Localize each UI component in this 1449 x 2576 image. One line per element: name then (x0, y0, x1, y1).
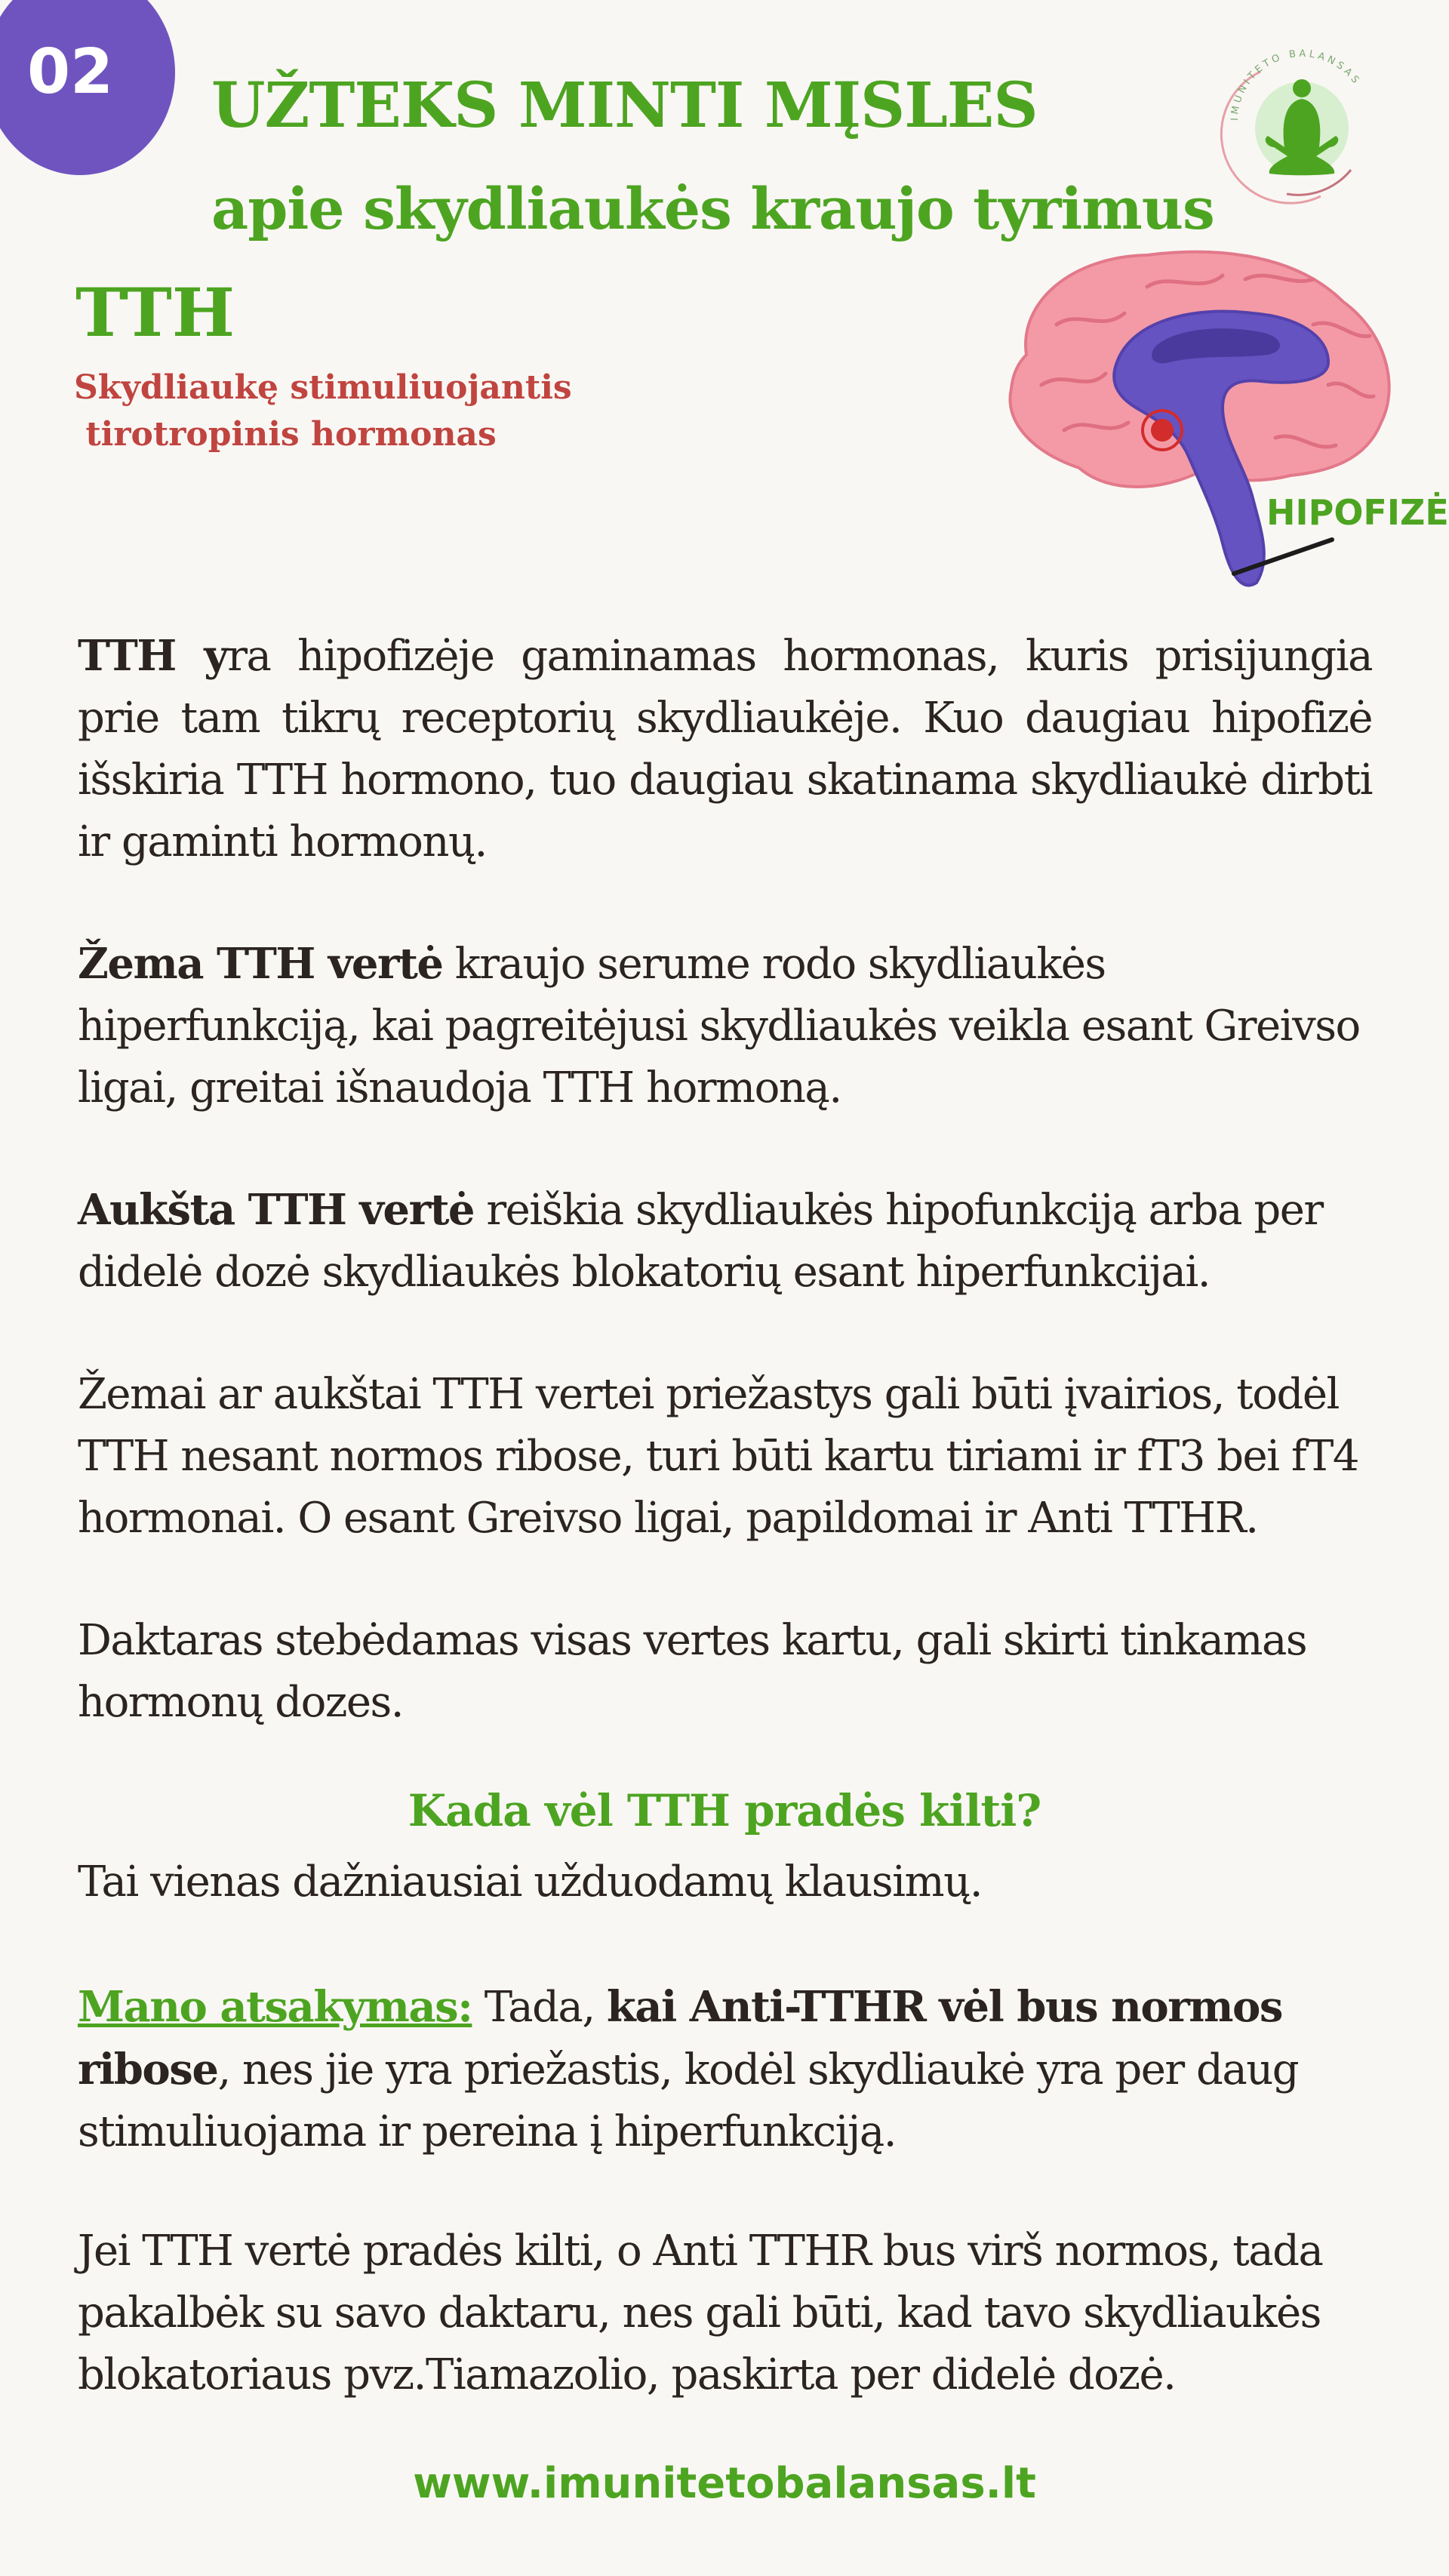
paragraph-bold-lead: Žema TTH vertė (78, 939, 443, 989)
section-title: TTH (75, 273, 235, 352)
section-subtitle: Skydliaukę stimuliuojantis tirotropinis hormonas (74, 368, 572, 454)
answer-bold: kai Anti-TTHR vėl bus normos ribose (78, 1982, 1282, 2094)
meditation-figure-icon (1215, 34, 1389, 208)
page-number: 02 (27, 36, 114, 108)
paragraph-text: ra hipofizėje gaminamas hormonas, kuris prisijungia prie tam tikrų receptorių skydliaukėje. Kuo daugiau hipofizė išskiria TTH hormono, tuo daugiau skatinama skydliaukė dirbti ir gaminti hormonų. (78, 632, 1372, 866)
website-link[interactable]: www.imunitetobalansas.lt (413, 2459, 1036, 2508)
headline-line-2: apie skydliaukės kraujo tyrimus (211, 175, 1214, 242)
faq-question: Kada vėl TTH pradės kilti? (408, 1785, 1041, 1836)
brain-icon (974, 242, 1441, 589)
paragraph-bold-lead: TTH y (78, 631, 228, 681)
paragraph-high-tth (78, 1179, 1372, 1303)
answer-label: Mano atsakymas: (78, 1982, 472, 2032)
paragraph-text: kraujo serume rodo skydliaukės hiperfunkciją, kai pagreitėjusi skydliaukės veikla esant Greivso ligai, greitai išnaudoja TTH hormoną. (78, 940, 1360, 1113)
paragraph-causes: Žemai ar aukštai TTH vertei priežastys gali būti įvairios, todėl TTH nesant normos ribose, turi būti kartu tiriami ir fT3 bei fT4 hormonai. O esant Greivso ligai, papildomai ir Anti TTHR. (78, 1370, 1359, 1543)
answer-post: , nes jie yra priežastis, kodėl skydliaukė yra per daug stimuliuojama ir pereina į hiperfunkciją. (78, 2045, 1299, 2156)
paragraph-doctor: Daktaras stebėdamas visas vertes kartu, gali skirti tinkamas hormonų dozes. (78, 1616, 1307, 1727)
paragraph-low-tth (78, 933, 1372, 1119)
answer-pre: Tada, (472, 1983, 607, 2032)
headline-line-1: UŽTEKS MINTI MĮSLES (211, 69, 1038, 142)
paragraph-text: reiškia skydliaukės hipofunkciją arba per didelė dozė skydliaukės blokatorių esant hiperfunkcijai. (78, 1186, 1323, 1297)
logo-ring-text: IMUNITETO BALANSAS (1229, 48, 1363, 122)
paragraph-tth-definition (78, 625, 1372, 873)
faq-intro: Tai vienas dažniausiai užduodamų klausimų. (78, 1857, 983, 1907)
hypophysis-label: HIPOFIZĖ (1266, 492, 1449, 533)
faq-answer (78, 1976, 1372, 2163)
paragraph-closing: Jei TTH vertė pradės kilti, o Anti TTHR bus virš normos, tada pakalbėk su savo daktaru, nes gali būti, kad tavo skydliaukės blokatoriaus pvz.Tiamazolio, paskirta per didelė dozė. (78, 2227, 1323, 2399)
paragraph-bold-lead: Aukšta TTH vertė (78, 1185, 475, 1235)
